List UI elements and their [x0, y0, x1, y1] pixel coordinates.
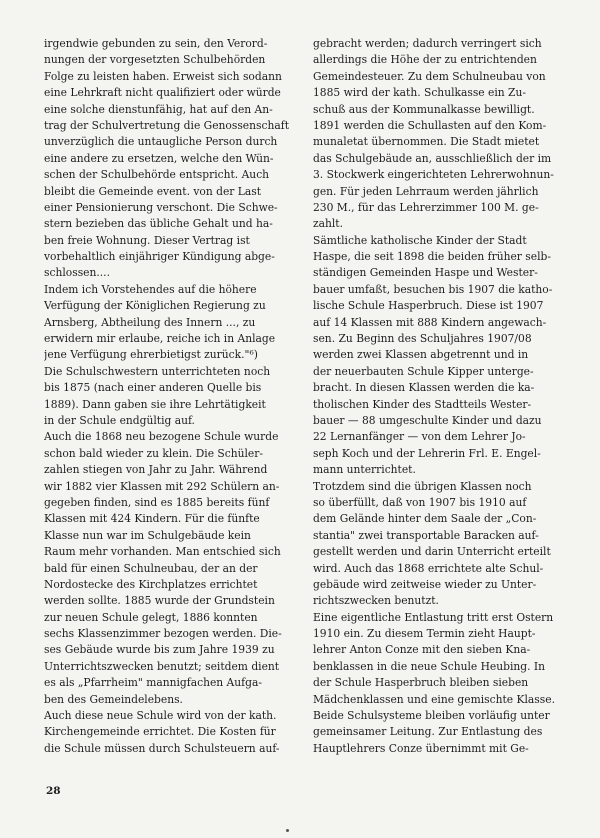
text-line: Kirchengemeinde errichtet. Die Kosten für — [44, 725, 276, 739]
text-line: lehrer Anton Conze mit den sieben Kna- — [313, 643, 531, 657]
text-line: Auch diese neue Schule wird von der kath. — [44, 709, 277, 723]
text-line: 1891 werden die Schullasten auf den Kom- — [313, 118, 547, 132]
text-line: jene Verfügung ehrerbietigst zurück."⁶) — [44, 348, 258, 362]
text-line: Folge zu leisten haben. Erweist sich sodann — [44, 69, 282, 83]
text-line: Haspe, die seit 1898 die beiden früher selb- — [313, 250, 551, 264]
text-line: 1885 wird der kath. Schulkasse ein Zu- — [313, 86, 526, 100]
right-text-column — [313, 36, 569, 757]
text-line: schen der Schulbehörde entspricht. Auch — [44, 168, 270, 182]
text-line: die Schule müssen durch Schulsteuern auf- — [44, 741, 280, 755]
text-line: Auch die 1868 neu bezogene Schule wurde — [44, 430, 279, 444]
text-line: Sämtliche katholische Kinder der Stadt — [313, 233, 527, 247]
text-line: wir 1882 vier Klassen mit 292 Schülern an- — [44, 479, 280, 493]
text-line: Unterrichtszwecken benutzt; seitdem dient — [44, 659, 280, 673]
text-line: gen. Für jeden Lehrraum werden jährlich — [313, 184, 539, 198]
text-line: eine andere zu ersetzen, welche den Wün- — [44, 151, 274, 165]
text-line: seph Koch und der Lehrerin Frl. E. Engel- — [313, 446, 541, 460]
text-line: 22 Lernanfänger — von dem Lehrer Jo- — [313, 430, 526, 444]
text-line: werden zwei Klassen abgetrennt und in — [313, 348, 529, 362]
text-line: gebracht werden; dadurch verringert sich — [313, 37, 542, 50]
text-line: mann unterrichtet. — [313, 463, 416, 477]
text-line: schlossen.... — [44, 266, 110, 280]
text-line: irgendwie gebunden zu sein, den Verord- — [44, 37, 268, 50]
text-line: der Schule Hasperbruch bleiben sieben — [313, 676, 529, 690]
text-line: Indem ich Vorstehendes auf die höhere — [44, 282, 257, 296]
text-line: benklassen in die neue Schule Heubing. In — [313, 659, 546, 673]
text-line: zahlt. — [313, 217, 343, 231]
text-line: zahlen stiegen von Jahr zu Jahr. Während — [44, 463, 268, 477]
text-line: bracht. In diesen Klassen werden die ka- — [313, 381, 535, 395]
text-line: dem Gelände hinter dem Saale der „Con- — [313, 512, 537, 526]
text-line: 230 M., für das Lehrerzimmer 100 M. ge- — [313, 200, 539, 214]
text-line: so überfüllt, daß von 1907 bis 1910 auf — [313, 495, 527, 509]
text-line: das Schulgebäude an, ausschließlich der im — [313, 151, 552, 165]
left-text-column — [44, 36, 300, 757]
text-line: Beide Schulsysteme bleiben vorläufig unter — [313, 709, 550, 723]
text-line: gebäude wird zeitweise wieder zu Unter- — [313, 577, 537, 591]
text-line: eine Lehrkraft nicht qualifiziert oder würde — [44, 86, 281, 100]
text-line: Klasse nun war im Schulgebäude kein — [44, 528, 251, 542]
text-line: Die Schulschwestern unterrichteten noch — [44, 364, 271, 378]
text-line: nungen der vorgesetzten Schulbehörden — [44, 53, 266, 67]
text-line: gemeinsamer Leitung. Zur Entlastung des — [313, 725, 543, 739]
text-line: bleibt die Gemeinde event. von der Last — [44, 184, 262, 198]
text-line: sechs Klassenzimmer bezogen werden. Die- — [44, 627, 282, 641]
text-line: trag der Schulvertretung die Genossenschaft — [44, 118, 289, 132]
text-line: sen. Zu Beginn des Schuljahres 1907/08 — [313, 332, 532, 346]
text-line: werden sollte. 1885 wurde der Grundstein — [44, 594, 275, 608]
text-line: schuß aus der Kommunalkasse bewilligt. — [313, 102, 535, 116]
text-line: erwidern mir erlaube, reiche ich in Anlage — [44, 332, 276, 346]
text-line: 1889). Dann gaben sie ihre Lehrtätigkeit — [44, 397, 266, 411]
text-line: Trotzdem sind die übrigen Klassen noch — [313, 479, 532, 493]
text-line: gestellt werden und darin Unterricht erteilt — [313, 545, 551, 559]
text-line: bauer — 88 umgeschulte Kinder und dazu — [313, 413, 542, 427]
text-line: gegeben finden, sind es 1885 bereits fünf — [44, 495, 270, 509]
text-line: in der Schule endgültig auf. — [44, 413, 195, 427]
text-line: unverzüglich die untaugliche Person durch — [44, 135, 278, 149]
text-line: bauer umfaßt, besuchen bis 1907 die katho- — [313, 282, 553, 296]
text-line: Eine eigentliche Entlastung tritt erst Ostern — [313, 610, 554, 624]
text-line: 3. Stockwerk eingerichteten Lehrerwohnun- — [313, 168, 554, 182]
text-line: stantia" zwei transportable Baracken auf- — [313, 528, 539, 542]
text-line: vorbehaltlich einjähriger Kündigung abge- — [44, 250, 275, 264]
text-line: Nordostecke des Kirchplatzes errichtet — [44, 577, 258, 591]
text-line: Arnsberg, Abtheilung des Innern ..., zu — [44, 315, 256, 329]
text-line: einer Pensionierung verschont. Die Schwe- — [44, 200, 278, 214]
text-line: Gemeindesteuer. Zu dem Schulneubau von — [313, 69, 546, 83]
text-line: der neuerbauten Schule Kipper unterge- — [313, 364, 534, 378]
text-line: allerdings die Höhe der zu entrichtenden — [313, 53, 537, 67]
text-line: Hauptlehrers Conze übernimmt mit Ge- — [313, 741, 529, 755]
print-mark-dot — [286, 829, 289, 832]
text-line: 1910 ein. Zu diesem Termin zieht Haupt- — [313, 627, 536, 641]
text-line: Mädchenklassen und eine gemischte Klasse. — [313, 692, 555, 706]
page-number: 28 — [46, 785, 61, 797]
text-line: ständigen Gemeinden Haspe und Wester- — [313, 266, 538, 280]
text-line: ses Gebäude wurde bis zum Jahre 1939 zu — [44, 643, 275, 657]
text-line: stern bezieben das übliche Gehalt und ha- — [44, 217, 273, 231]
text-line: auf 14 Klassen mit 888 Kindern angewach- — [313, 315, 547, 329]
text-line: Klassen mit 424 Kindern. Für die fünfte — [44, 512, 260, 526]
text-line: Verfügung der Königlichen Regierung zu — [44, 299, 266, 313]
text-line: richtszwecken benutzt. — [313, 594, 439, 608]
text-line: bald für einen Schulneubau, der an der — [44, 561, 258, 575]
text-line: tholischen Kinder des Stadtteils Wester- — [313, 397, 532, 411]
text-line: wird. Auch das 1868 errichtete alte Schul- — [313, 561, 544, 575]
text-line: zur neuen Schule gelegt, 1886 konnten — [44, 610, 258, 624]
text-line: lische Schule Hasperbruch. Diese ist 1907 — [313, 299, 544, 313]
text-line: schon bald wieder zu klein. Die Schüler- — [44, 446, 263, 460]
text-line: ben freie Wohnung. Dieser Vertrag ist — [44, 233, 250, 247]
text-line: munaletat übernommen. Die Stadt mietet — [313, 135, 540, 149]
text-line: eine solche dienstunfähig, hat auf den An- — [44, 102, 273, 116]
text-line: es als „Pfarrheim" mannigfachen Aufga- — [44, 676, 262, 690]
text-line: Raum mehr vorhanden. Man entschied sich — [44, 545, 281, 559]
text-line: bis 1875 (nach einer anderen Quelle bis — [44, 381, 262, 395]
text-line: ben des Gemeindelebens. — [44, 692, 183, 706]
